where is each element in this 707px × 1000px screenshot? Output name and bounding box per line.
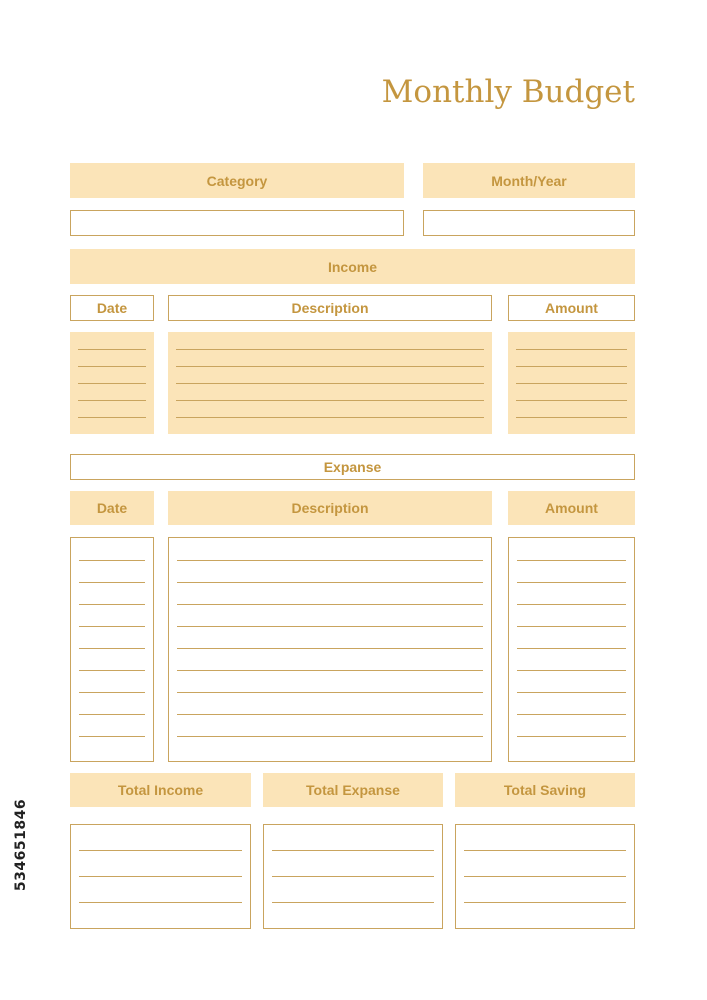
- income-description-header: Description: [168, 295, 492, 321]
- income-description-column[interactable]: [168, 332, 492, 434]
- writing-line: [176, 383, 484, 384]
- writing-line: [516, 383, 627, 384]
- writing-line: [464, 876, 626, 877]
- total-saving-box[interactable]: [455, 824, 635, 929]
- stock-id: [6, 765, 36, 925]
- writing-line: [177, 626, 483, 627]
- income-heading: Income: [70, 249, 635, 284]
- writing-line: [517, 560, 626, 561]
- writing-line: [516, 366, 627, 367]
- writing-line: [176, 417, 484, 418]
- writing-line: [177, 692, 483, 693]
- writing-line: [177, 582, 483, 583]
- total-expense-header: Total Expanse: [263, 773, 443, 807]
- total-income-header: Total Income: [70, 773, 251, 807]
- income-amount-column[interactable]: [508, 332, 635, 434]
- writing-line: [517, 670, 626, 671]
- writing-line: [177, 648, 483, 649]
- stock-id-text: 534651846: [13, 798, 30, 892]
- writing-line: [177, 670, 483, 671]
- writing-line: [79, 604, 145, 605]
- writing-line: [177, 560, 483, 561]
- writing-line: [78, 366, 146, 367]
- writing-line: [79, 714, 145, 715]
- writing-line: [176, 349, 484, 350]
- writing-line: [516, 400, 627, 401]
- category-header: Category: [70, 163, 404, 198]
- expense-description-column[interactable]: [168, 537, 492, 762]
- writing-line: [177, 604, 483, 605]
- writing-line: [176, 366, 484, 367]
- category-field[interactable]: [70, 210, 404, 236]
- writing-line: [176, 400, 484, 401]
- writing-line: [78, 349, 146, 350]
- expense-amount-column[interactable]: [508, 537, 635, 762]
- writing-line: [177, 714, 483, 715]
- income-amount-header: Amount: [508, 295, 635, 321]
- writing-line: [79, 626, 145, 627]
- writing-line: [464, 902, 626, 903]
- writing-line: [464, 850, 626, 851]
- writing-line: [517, 736, 626, 737]
- writing-line: [78, 417, 146, 418]
- total-expense-box[interactable]: [263, 824, 443, 929]
- total-saving-header: Total Saving: [455, 773, 635, 807]
- writing-line: [79, 850, 242, 851]
- writing-line: [79, 902, 242, 903]
- writing-line: [517, 604, 626, 605]
- writing-line: [79, 560, 145, 561]
- writing-line: [177, 736, 483, 737]
- writing-line: [79, 582, 145, 583]
- writing-line: [79, 648, 145, 649]
- expense-description-header: Description: [168, 491, 492, 525]
- expense-heading: Expanse: [70, 454, 635, 480]
- writing-line: [78, 400, 146, 401]
- writing-line: [272, 902, 434, 903]
- expense-date-header: Date: [70, 491, 154, 525]
- month-year-header: Month/Year: [423, 163, 635, 198]
- writing-line: [272, 850, 434, 851]
- writing-line: [517, 626, 626, 627]
- writing-line: [516, 349, 627, 350]
- writing-line: [517, 648, 626, 649]
- writing-line: [79, 876, 242, 877]
- income-date-header: Date: [70, 295, 154, 321]
- writing-line: [79, 736, 145, 737]
- month-year-field[interactable]: [423, 210, 635, 236]
- expense-amount-header: Amount: [508, 491, 635, 525]
- writing-line: [272, 876, 434, 877]
- expense-date-column[interactable]: [70, 537, 154, 762]
- writing-line: [79, 670, 145, 671]
- writing-line: [78, 383, 146, 384]
- total-income-box[interactable]: [70, 824, 251, 929]
- income-date-column[interactable]: [70, 332, 154, 434]
- writing-line: [516, 417, 627, 418]
- writing-line: [517, 582, 626, 583]
- writing-line: [517, 692, 626, 693]
- writing-line: [517, 714, 626, 715]
- writing-line: [79, 692, 145, 693]
- page-title: Monthly Budget: [381, 74, 635, 110]
